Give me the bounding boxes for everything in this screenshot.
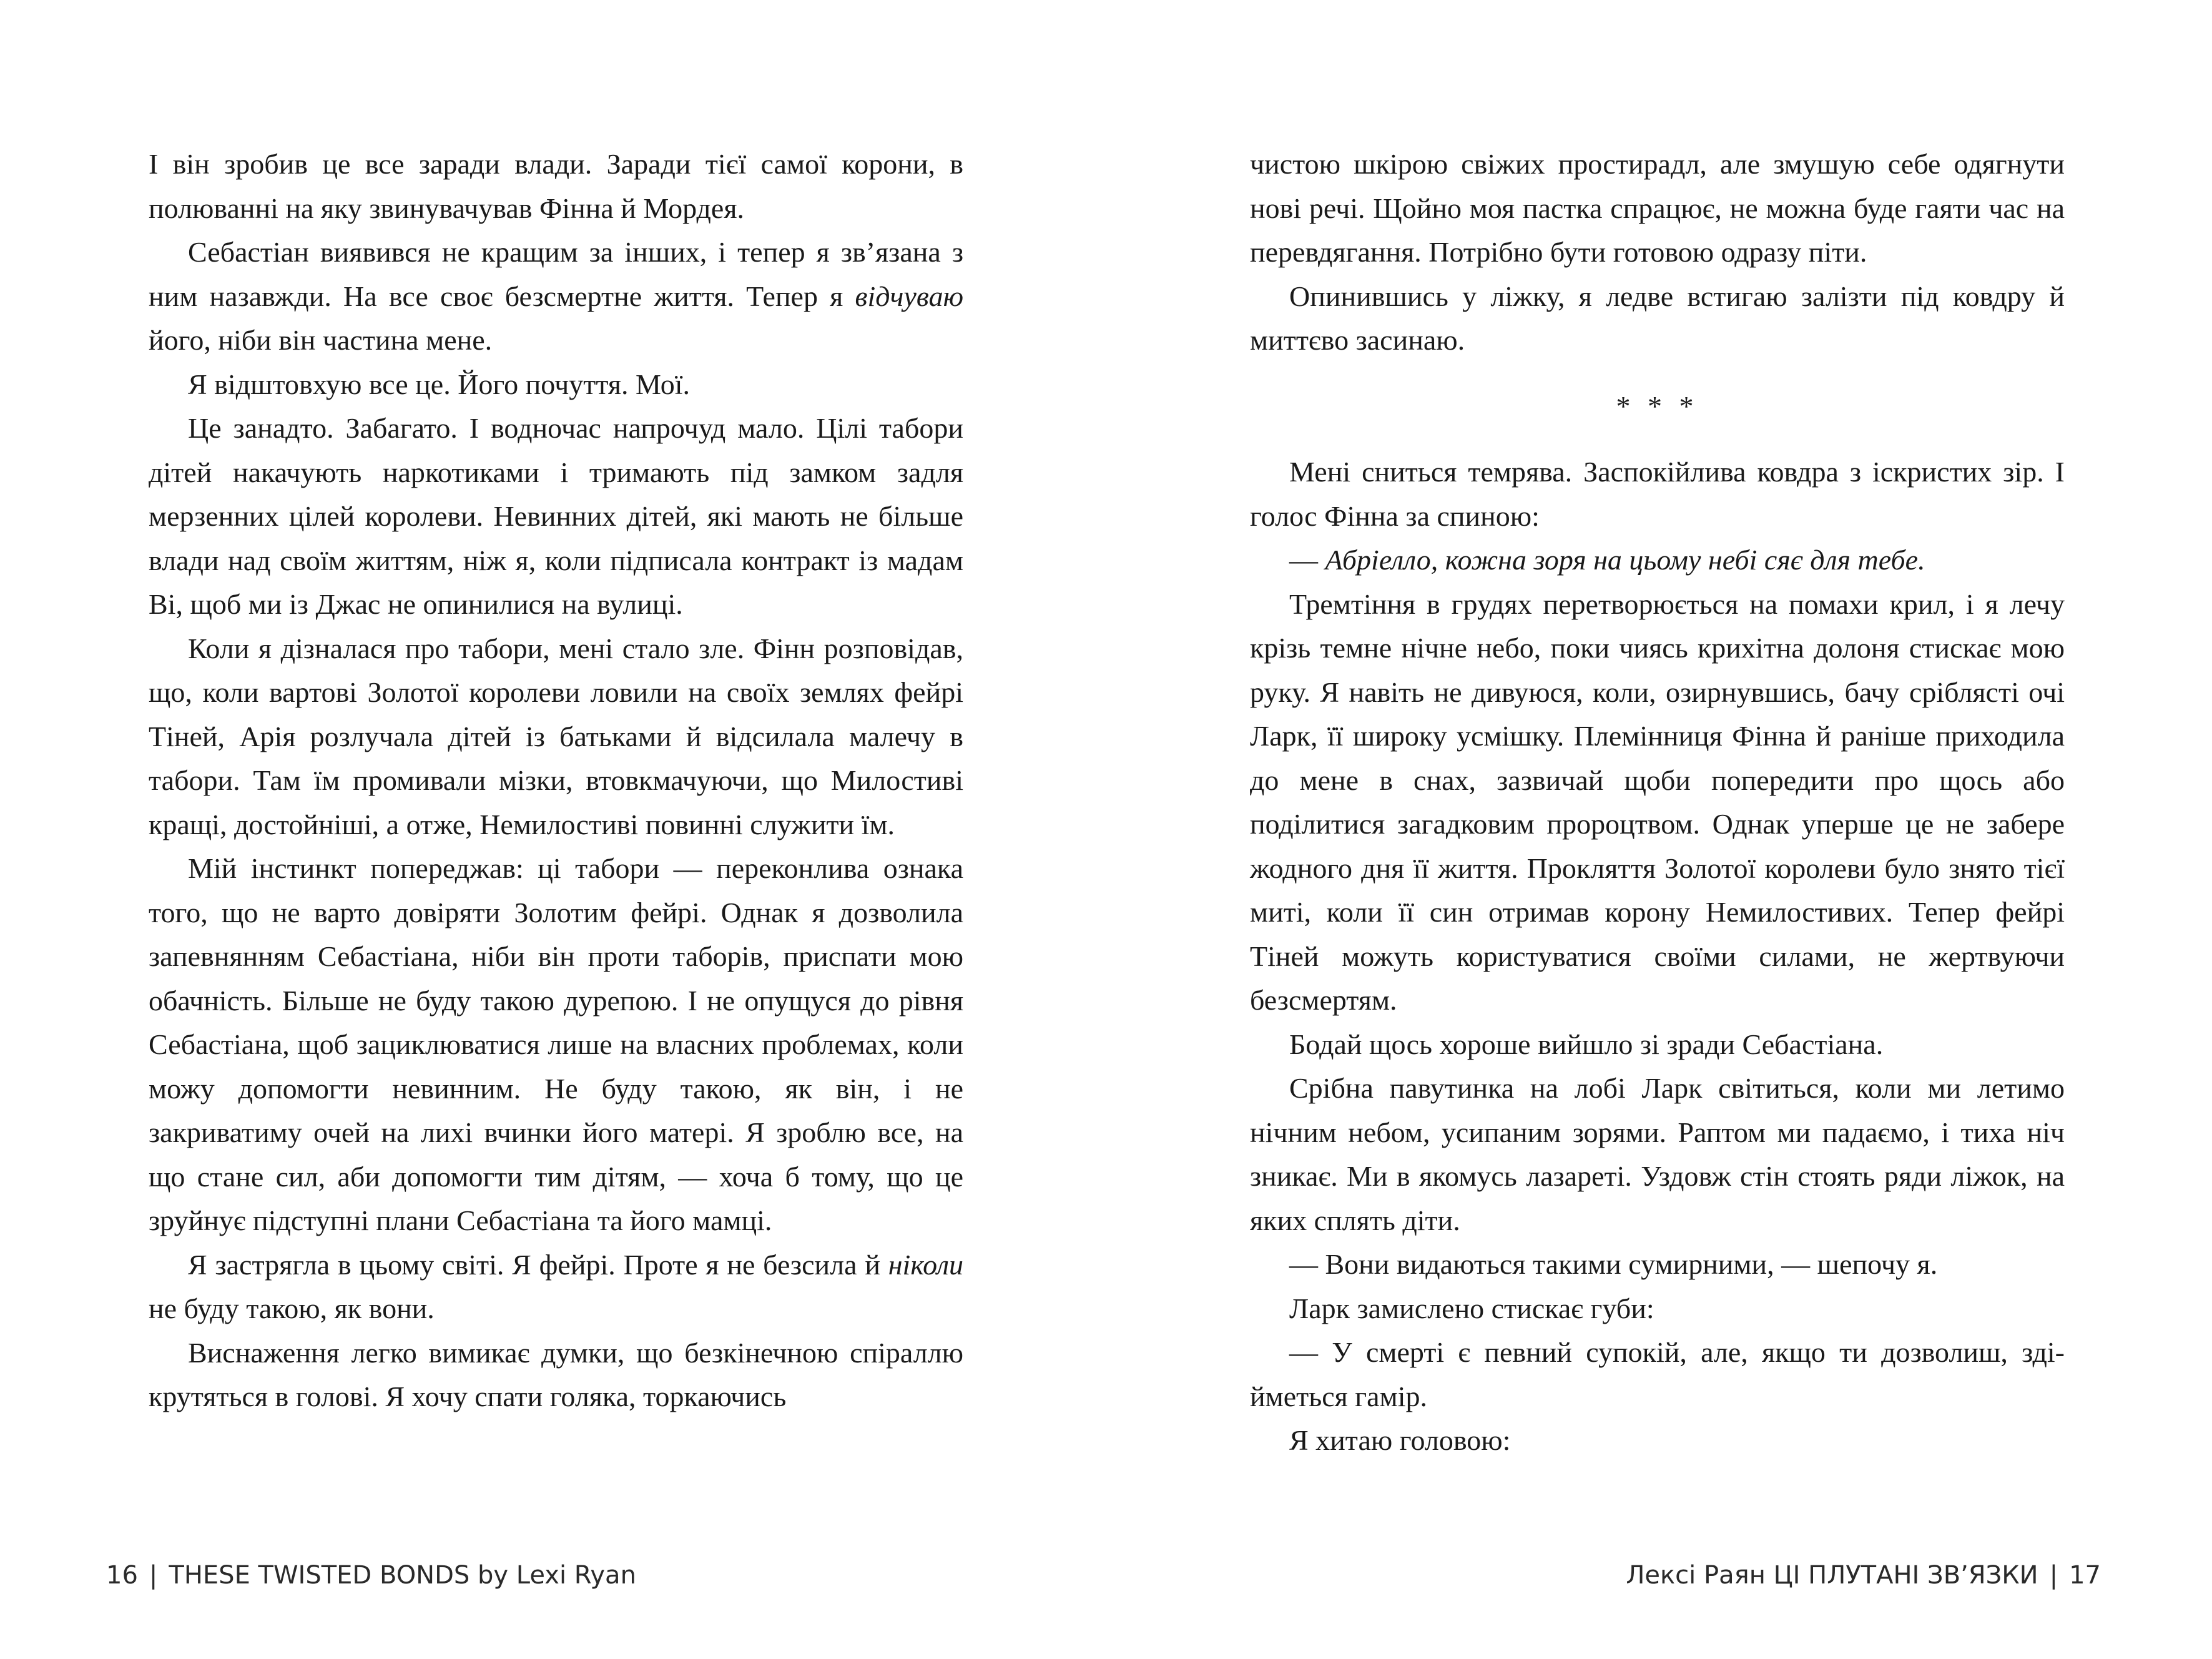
- page-number: 16: [106, 1561, 138, 1590]
- paragraph: [1250, 1066, 2065, 1243]
- paragraph: [149, 230, 963, 363]
- paragraph: [149, 1243, 963, 1331]
- text-run: Ларк замислено стискає губи:: [1289, 1292, 1654, 1324]
- left-page-text: [149, 142, 963, 1419]
- text-run: — У смерті є певний супокій, але, якщо ти дозволиш, здійметься гамір.: [1250, 1336, 2065, 1412]
- text-run: Я хитаю головою:: [1289, 1424, 1511, 1456]
- text-run: Виснаження легко вимикає думки, що безкінечною спіраллю крутяться в голові. Я хочу спати голяка, торкаючись: [149, 1336, 963, 1412]
- paragraph: [149, 847, 963, 1243]
- text-run: Це занадто. Забагато. І водночас напрочуд мало. Цілі табори дітей накачують наркотиками і тримають під замком задля мерзенних цілей королеви. Невинних дітей, які мають не більше влади над своїм життям, ніж я, коли підписала контракт із мадам Ві, щоб ми із Джас не опинилися на вулиці.: [149, 412, 963, 620]
- text-run: Мені сниться темрява. Заспокійлива ковдра з іскристих зір. І голос Фінна за спиною:: [1250, 456, 2065, 532]
- page-number: 17: [2069, 1561, 2101, 1590]
- text-run: чистою шкірою свіжих простирадл, але змушую себе одягнути нові речі. Щойно моя пастка спрацює, не можна буде гаяти час на перевдягання. Потрібно бути готовою одразу піти.: [1250, 148, 2065, 268]
- text-run: Опинившись у ліжку, я ледве встигаю залізти під ковдру й миттєво засинаю.: [1250, 280, 2065, 356]
- text-run: Срібна павутинка на лобі Ларк світиться, коли ми летимо нічним небом, усипаним зорями. Раптом ми падаємо, і тиха ніч зникає. Ми в якомусь лазареті. Уздовж стін стоять ряди ліжок, на яких сплять діти.: [1250, 1072, 2065, 1236]
- paragraph: [149, 142, 963, 230]
- right-page: [1106, 0, 2212, 1659]
- footer-separator: |: [2049, 1561, 2058, 1590]
- footer-separator: |: [149, 1561, 158, 1590]
- paragraph: [1250, 1419, 2065, 1463]
- text-run: —: [1289, 544, 1325, 576]
- paragraph: [1250, 538, 2065, 583]
- text-run: — Вони видаються такими сумирними, — шепочу я.: [1289, 1248, 1938, 1280]
- paragraph: [1250, 1287, 2065, 1331]
- italic-text: ніколи: [888, 1248, 963, 1281]
- paragraph: [1250, 142, 2065, 275]
- left-page-footer: [106, 1561, 636, 1590]
- scene-break: * * *: [1616, 390, 1699, 422]
- paragraph: [1250, 275, 2065, 363]
- book-title: ЦІ ПЛУТАНІ ЗВ’ЯЗКИ: [1773, 1561, 2038, 1590]
- text-run: не буду такою, як вони.: [149, 1292, 435, 1324]
- text-run: Тремтіння в грудях перетворюється на помахи крил, і я лечу крізь темне нічне небо, поки чиясь крихітна долоня стискає мою руку. Я навіть не дивуюся, коли, озирнувшись, бачу сріблясті очі Ларк, її широку усмішку. Племінниця Фінна й раніше приходила до мене в снах, зазвичай щоби попередити про щось або поділитися загадковим пророцтвом. Однак уперше це не забере жодного дня її життя. Прокляття Золотої королеви було знято тієї миті, коли її син отримав корону Немилостивих. Тепер фейрі Тіней можуть користуватися своїми силами, не жертвуючи безсмертям.: [1250, 588, 2065, 1016]
- italic-text: Абріелло, кожна зоря на цьому небі сяє для тебе.: [1325, 544, 1925, 576]
- book-title: THESE TWISTED BONDS: [169, 1561, 470, 1590]
- text-run: його, ніби він частина мене.: [149, 324, 493, 356]
- paragraph: [1250, 1331, 2065, 1419]
- paragraph: [1250, 450, 2065, 538]
- text-run: Коли я дізналася про табори, мені стало зле. Фінн розповідав, що, коли вартові Золотої королеви ловили на своїх землях фейрі Тіней, Арія розлучала дітей із батьками й відсилала малечу в табори. Там їм промивали мізки, втовкмачуючи, що Милостиві кращі, достойніші, а отже, Немилостиві повинні служити їм.: [149, 632, 963, 840]
- text-run: Себастіан виявився не кращим за інших, і тепер я зв’язана з ним назавжди. На все своє безсмертне життя. Тепер я: [149, 236, 963, 312]
- text-run: Я застрягла в цьому світі. Я фейрі. Проте я не безсила й: [188, 1248, 888, 1281]
- text-run: І він зробив це все заради влади. Заради тієї самої корони, в полюванні на яку звинувачував Фінна й Мордея.: [149, 148, 963, 224]
- right-page-footer: [1626, 1561, 2101, 1590]
- book-byline: by Lexi Ryan: [478, 1561, 636, 1590]
- paragraph: [149, 1331, 963, 1419]
- paragraph: [149, 363, 963, 407]
- paragraph: [149, 406, 963, 627]
- paragraph: [1250, 583, 2065, 1023]
- text-run: Мій інстинкт попереджав: ці табори — переконлива ознака того, що не варто довіряти Золотим фейрі. Однак я дозволила запевнянням Себастіана, ніби він проти таборів, приспати мою обачність. Більше не буду такою дурепою. І не опущуся до рівня Себастіана, щоб зациклюватися лише на власних проблемах, коли можу допомогти невинним. Не буду такою, як він, і не закриватиму очей на лихі вчинки його матері. Я зроблю все, на що стане сил, аби допомогти тим дітям, — хоча б тому, що це зруйнує підступні плани Себастіана та його мамці.: [149, 852, 963, 1236]
- paragraph: [149, 627, 963, 847]
- author-name: Лексі Раян: [1626, 1561, 1766, 1590]
- italic-text: відчуваю: [855, 280, 963, 312]
- text-run: Бодай щось хороше вийшло зі зради Себастіана.: [1289, 1028, 1884, 1060]
- paragraph: [1250, 1243, 2065, 1287]
- right-page-text: [1250, 142, 2065, 1463]
- paragraph: [1250, 1023, 2065, 1067]
- text-run: Я відштовхую все це. Його почуття. Мої.: [188, 368, 691, 400]
